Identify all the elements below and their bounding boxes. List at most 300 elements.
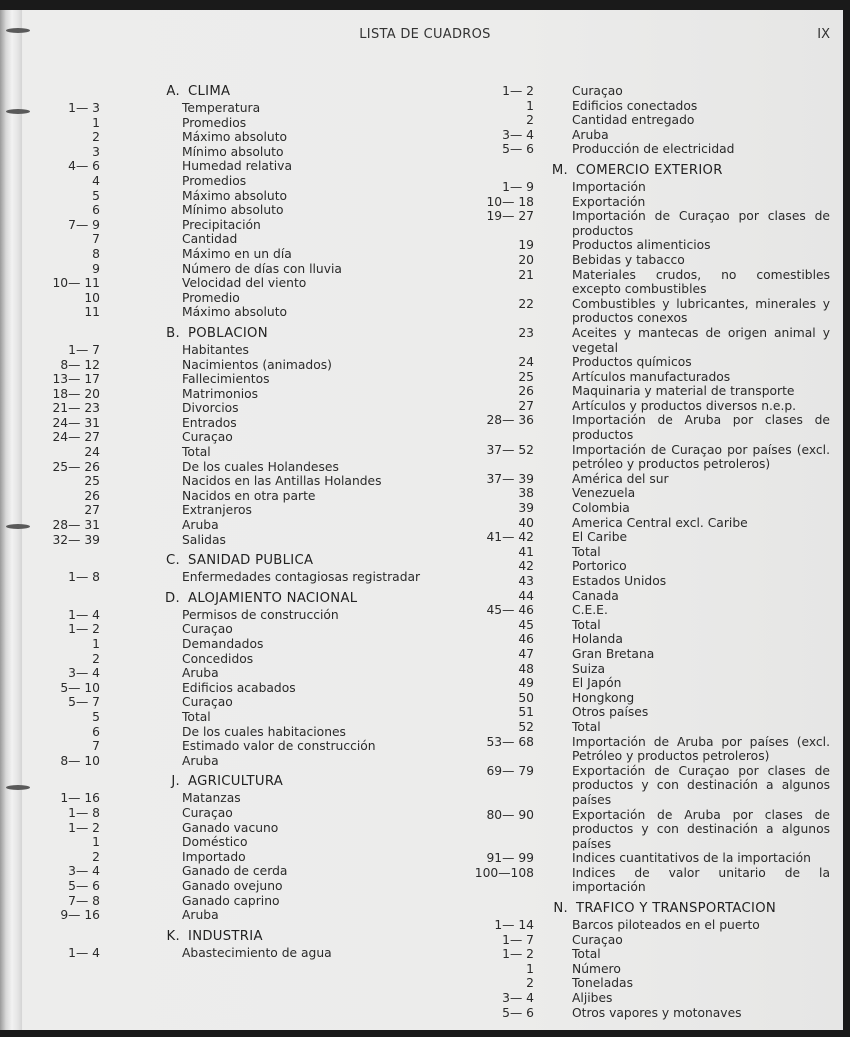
table-list-item	[40, 821, 440, 836]
table-label: América del sur	[572, 471, 669, 486]
table-list-item	[460, 632, 830, 647]
table-list-item	[40, 445, 440, 460]
table-label: Demandados	[182, 637, 264, 651]
table-list-item	[460, 918, 830, 933]
table-number-range: 1— 9	[502, 179, 534, 194]
table-number-range: 19— 27	[486, 209, 534, 224]
table-list-item	[40, 570, 440, 585]
table-label: Entrados	[182, 415, 237, 430]
table-label: Concedidos	[182, 651, 254, 666]
table-number-range: 1— 2	[68, 622, 100, 637]
table-label: Holanda	[572, 632, 623, 647]
section-heading	[40, 84, 440, 100]
table-number-range: 53— 68	[486, 734, 534, 749]
table-list-item	[40, 503, 440, 518]
table-label: Nacidos en las Antillas Holandes	[182, 474, 382, 489]
table-list-item	[460, 180, 830, 195]
section-title: SANIDAD PUBLICA	[188, 553, 314, 569]
table-label: Promedio	[182, 290, 240, 305]
table-number-range: 1— 2	[68, 820, 100, 835]
table-label: Producción de electricidad	[572, 142, 735, 157]
table-number-range: 1	[526, 961, 534, 976]
table-list-item	[460, 647, 830, 662]
table-label: Curaçao	[182, 805, 233, 820]
table-number-range: 37— 39	[486, 471, 534, 486]
table-label: Barcos piloteados en el puerto	[572, 918, 760, 933]
table-label: Canada	[572, 588, 619, 603]
table-label: Ganado caprino	[182, 893, 280, 908]
table-label: Maquinaria y material de transporte	[572, 384, 795, 399]
table-label: Divorcios	[182, 401, 239, 416]
table-list-item	[460, 947, 830, 962]
table-list-item	[40, 908, 440, 923]
table-label: Venezuela	[572, 486, 636, 501]
table-number-range: 1— 7	[68, 342, 100, 357]
table-number-range: 3— 4	[502, 127, 534, 142]
page-title: LISTA DE CUADROS	[359, 27, 491, 42]
table-list-item	[40, 101, 440, 116]
table-label: Humedad relativa	[182, 159, 292, 174]
table-list-item	[40, 159, 440, 174]
table-list-item	[40, 218, 440, 233]
table-label: Matrimonios	[182, 386, 259, 401]
table-list-item	[460, 976, 830, 991]
table-label: Máximo absoluto	[182, 305, 288, 320]
table-number-range: 40	[518, 515, 534, 530]
table-list-item	[460, 443, 830, 472]
table-number-range: 8— 10	[60, 753, 100, 768]
table-number-range: 1	[526, 98, 534, 113]
table-list-item	[40, 262, 440, 277]
table-label: Indices de valor unitario de la importación	[572, 865, 830, 895]
table-label: Máximo absoluto	[182, 130, 288, 145]
table-number-range: 19	[518, 238, 534, 253]
table-label: Aruba	[572, 127, 609, 142]
table-list-item	[40, 533, 440, 548]
table-number-range: 7— 9	[68, 217, 100, 232]
table-number-range: 1— 3	[68, 101, 100, 115]
table-list-item	[40, 460, 440, 475]
table-label: Extranjeros	[182, 503, 252, 518]
table-list-item	[460, 676, 830, 691]
table-label: Ganado de cerda	[182, 864, 288, 879]
table-label: Curaçao	[182, 622, 233, 637]
table-list-item	[460, 545, 830, 560]
table-number-range: 1	[92, 637, 100, 651]
table-label: Total	[572, 719, 601, 734]
table-label: El Caribe	[572, 530, 628, 545]
table-label: Mínimo absoluto	[182, 144, 284, 159]
table-label: Enfermedades contagiosas registradar	[182, 570, 421, 585]
left-column	[40, 84, 440, 960]
table-number-range: 37— 52	[486, 442, 534, 457]
table-label: Curaçao	[572, 84, 623, 98]
table-number-range: 7— 8	[68, 893, 100, 908]
table-number-range: 2	[92, 130, 100, 145]
table-number-range: 22	[518, 296, 534, 311]
table-label: Curaçao	[572, 932, 623, 947]
table-label: Velocidad del viento	[182, 276, 307, 291]
table-list-item	[460, 705, 830, 720]
table-list-item	[460, 268, 830, 297]
table-list-item	[40, 754, 440, 769]
section-heading	[40, 929, 440, 945]
table-list-item	[460, 355, 830, 370]
table-label: Nacimientos (animados)	[182, 357, 332, 372]
table-label: Número	[572, 961, 621, 976]
table-number-range: 42	[518, 559, 534, 574]
table-list-item	[460, 808, 830, 852]
table-list-item	[40, 291, 440, 306]
table-list-item	[460, 128, 830, 143]
table-list-item	[460, 530, 830, 545]
table-number-range: 27	[84, 503, 100, 518]
table-list-item	[40, 401, 440, 416]
table-number-range: 46	[518, 632, 534, 647]
table-label: Curaçao	[182, 430, 233, 445]
table-label: Estimado valor de construcción	[182, 739, 376, 754]
table-label: De los cuales Holandeses	[182, 459, 339, 474]
table-label: Doméstico	[182, 835, 248, 850]
table-number-range: 25	[84, 474, 100, 489]
table-list-item	[40, 637, 440, 652]
table-label: Aruba	[182, 666, 219, 681]
table-list-item	[460, 142, 830, 157]
table-number-range: 27	[518, 398, 534, 413]
table-list-item	[460, 253, 830, 268]
table-label: C.E.E.	[572, 603, 608, 618]
table-number-range: 32— 39	[52, 532, 100, 547]
table-number-range: 1— 8	[68, 805, 100, 820]
table-number-range: 10— 18	[486, 194, 534, 209]
table-label: Aruba	[182, 753, 219, 768]
table-list-item	[40, 946, 440, 961]
table-label: Exportación de Curaçao por clases de productos y con destinación a algunos países	[572, 763, 830, 807]
table-label: Máximo absoluto	[182, 188, 288, 203]
table-number-range: 5— 7	[68, 695, 100, 710]
table-number-range: 21	[518, 267, 534, 282]
table-list-item	[40, 791, 440, 806]
table-list-item	[40, 864, 440, 879]
table-list-item	[460, 99, 830, 114]
table-number-range: 43	[518, 574, 534, 588]
table-label: Artículos y productos diversos n.e.p.	[572, 398, 797, 413]
table-number-range: 9	[92, 261, 100, 276]
table-label: Exportación	[572, 194, 646, 209]
right-column	[460, 84, 830, 1020]
table-number-range: 8	[92, 246, 100, 261]
section-title: ALOJAMIENTO NACIONAL	[188, 590, 358, 606]
table-label: Estados Unidos	[572, 574, 667, 588]
table-list-item	[40, 189, 440, 204]
table-number-range: 6	[92, 724, 100, 739]
table-number-range: 21— 23	[52, 401, 100, 416]
table-number-range: 4— 6	[68, 159, 100, 174]
table-label: Fallecimientos	[182, 372, 270, 387]
table-label: Salidas	[182, 532, 226, 547]
table-label: America Central excl. Caribe	[572, 515, 748, 530]
table-label: Total	[572, 617, 601, 632]
table-label: Suiza	[572, 661, 606, 676]
table-number-range: 10	[84, 290, 100, 305]
table-label: Aljibes	[572, 991, 613, 1006]
table-list-item	[460, 84, 830, 99]
table-number-range: 24— 27	[52, 430, 100, 445]
table-number-range: 6	[92, 203, 100, 218]
table-label: Número de días con lluvia	[182, 261, 342, 276]
table-label: Artículos manufacturados	[572, 369, 731, 384]
table-label: Habitantes	[182, 342, 249, 357]
table-label: Otros vapores y motonaves	[572, 1005, 742, 1020]
table-number-range: 45	[518, 617, 534, 632]
table-list-item	[460, 209, 830, 238]
table-label: Hongkong	[572, 690, 635, 705]
table-label: Abastecimiento de agua	[182, 945, 332, 960]
table-number-range: 1— 7	[502, 932, 534, 947]
table-number-range: 44	[518, 588, 534, 603]
table-list-item	[40, 608, 440, 623]
table-label: Importación de Curaçao por clases de productos	[572, 209, 830, 238]
table-number-range: 11	[84, 305, 100, 320]
table-list-item	[40, 430, 440, 445]
table-number-range: 24— 31	[52, 415, 100, 430]
section-title: INDUSTRIA	[188, 928, 263, 944]
table-list-item	[40, 695, 440, 710]
table-list-item	[460, 238, 830, 253]
table-number-range: 24	[84, 445, 100, 460]
table-number-range: 1— 8	[68, 570, 100, 585]
table-list-item	[460, 326, 830, 355]
table-number-range: 25	[518, 369, 534, 384]
table-number-range: 24	[518, 355, 534, 370]
table-label: Importación de Curaçao por países (excl. petróleo y productos petroleros)	[572, 442, 830, 472]
table-number-range: 5	[92, 188, 100, 203]
page-number: IX	[817, 27, 830, 42]
table-list-item	[40, 489, 440, 504]
table-label: Edificios conectados	[572, 98, 698, 113]
table-list-item	[460, 691, 830, 706]
table-label: Total	[182, 445, 211, 460]
table-label: Aruba	[182, 908, 219, 923]
table-number-range: 2	[526, 976, 534, 991]
section-letter: C.	[166, 553, 180, 569]
section-heading	[460, 163, 830, 179]
table-label: Portorico	[572, 559, 627, 574]
table-number-range: 41	[518, 544, 534, 559]
table-number-range: 45— 46	[486, 603, 534, 618]
binding-spine	[0, 10, 22, 1030]
table-list-item	[40, 387, 440, 402]
table-label: El Japón	[572, 676, 622, 691]
table-number-range: 2	[92, 849, 100, 864]
table-list-item	[40, 203, 440, 218]
table-number-range: 1— 2	[502, 947, 534, 962]
binder-ring-icon	[6, 109, 30, 114]
table-list-item	[40, 305, 440, 320]
table-number-range: 47	[518, 646, 534, 661]
table-list-item	[40, 879, 440, 894]
table-label: Ganado ovejuno	[182, 878, 283, 893]
table-label: Cantidad entregado	[572, 113, 695, 128]
table-number-range: 26	[84, 488, 100, 503]
table-label: Precipitación	[182, 217, 261, 232]
table-list-item	[40, 518, 440, 533]
table-list-item	[40, 850, 440, 865]
table-number-range: 48	[518, 661, 534, 676]
table-list-item	[460, 662, 830, 677]
table-label: Curaçao	[182, 695, 233, 710]
table-number-range: 2	[526, 113, 534, 128]
table-number-range: 100—108	[474, 865, 534, 880]
table-label: Promedios	[182, 173, 247, 188]
table-label: Otros países	[572, 705, 649, 720]
table-label: Indices cuantitativos de la importación	[572, 851, 811, 866]
table-list-item	[40, 358, 440, 373]
table-list-item	[460, 370, 830, 385]
table-number-range: 80— 90	[486, 807, 534, 822]
table-list-item	[460, 195, 830, 210]
table-list-item	[460, 589, 830, 604]
binder-ring-icon	[6, 524, 30, 529]
table-number-range: 39	[518, 501, 534, 516]
section-title: TRAFICO Y TRANSPORTACION	[576, 901, 777, 917]
table-number-range: 3— 4	[68, 666, 100, 681]
table-number-range: 3	[92, 144, 100, 159]
table-number-range: 1— 4	[68, 945, 100, 960]
table-label: Aceites y mantecas de origen animal y vegetal	[572, 325, 830, 355]
table-list-item	[460, 933, 830, 948]
table-label: Toneladas	[572, 976, 634, 991]
table-list-item	[40, 372, 440, 387]
table-label: Materiales crudos, no comestibles excepto combustibles	[572, 267, 830, 297]
table-number-range: 1	[92, 115, 100, 130]
section-heading	[40, 591, 440, 607]
table-list-item	[40, 681, 440, 696]
table-number-range: 25— 26	[52, 459, 100, 474]
table-label: Exportación de Aruba por clases de productos y con destinación a algunos países	[572, 807, 830, 851]
table-list-item	[40, 145, 440, 160]
table-number-range: 1— 4	[68, 607, 100, 622]
table-number-range: 23	[518, 325, 534, 340]
table-list-item	[460, 486, 830, 501]
table-label: Combustibles y lubricantes, minerales y productos conexos	[572, 296, 830, 326]
table-number-range: 3— 4	[68, 864, 100, 879]
table-number-range: 20	[518, 252, 534, 267]
table-list-item	[460, 618, 830, 633]
table-number-range: 50	[518, 690, 534, 705]
table-number-range: 91— 99	[486, 851, 534, 866]
table-list-item	[40, 174, 440, 189]
table-number-range: 1— 2	[502, 84, 534, 98]
table-label: Máximo en un día	[182, 246, 292, 261]
table-label: Importado	[182, 849, 246, 864]
table-label: Colombia	[572, 501, 630, 516]
section-heading	[40, 774, 440, 790]
table-number-range: 1— 14	[494, 918, 534, 933]
section-title: COMERCIO EXTERIOR	[576, 162, 723, 178]
table-list-item	[460, 516, 830, 531]
binder-ring-icon	[6, 785, 30, 790]
section-letter: N.	[553, 901, 568, 917]
table-list-item	[40, 474, 440, 489]
table-label: Mínimo absoluto	[182, 203, 284, 218]
table-list-item	[40, 276, 440, 291]
table-number-range: 41— 42	[486, 530, 534, 545]
table-list-item	[460, 384, 830, 399]
table-label: Cantidad	[182, 232, 238, 247]
section-title: CLIMA	[188, 84, 231, 99]
table-number-range: 51	[518, 705, 534, 720]
table-list-item	[460, 574, 830, 589]
table-label: Productos químicos	[572, 355, 692, 370]
table-list-item	[460, 1006, 830, 1021]
table-number-range: 13— 17	[52, 372, 100, 387]
table-number-range: 5— 6	[502, 1005, 534, 1020]
table-list-item	[40, 130, 440, 145]
table-list-item	[460, 603, 830, 618]
table-list-item	[40, 739, 440, 754]
table-list-item	[40, 247, 440, 262]
table-label: Permisos de construcción	[182, 607, 339, 622]
section-title: AGRICULTURA	[188, 774, 284, 790]
table-list-item	[460, 962, 830, 977]
table-label: De los cuales habitaciones	[182, 724, 346, 739]
section-heading	[40, 553, 440, 569]
table-list-item	[40, 652, 440, 667]
table-label: Aruba	[182, 518, 219, 533]
table-number-range: 28— 36	[486, 413, 534, 428]
table-label: Importación de Aruba por países (excl. Petróleo y productos petroleros)	[572, 734, 830, 764]
table-list-item	[460, 472, 830, 487]
table-list-item	[40, 894, 440, 909]
table-list-item	[40, 710, 440, 725]
table-list-item	[460, 764, 830, 808]
table-number-range: 5	[92, 709, 100, 724]
section-letter: A.	[166, 84, 180, 99]
table-list-item	[40, 666, 440, 681]
table-label: Ganado vacuno	[182, 820, 279, 835]
table-list-item	[40, 232, 440, 247]
table-list-item	[460, 866, 830, 895]
section-letter: K.	[166, 928, 180, 944]
table-label: Importación de Aruba por clases de productos	[572, 413, 830, 443]
table-list-item	[40, 835, 440, 850]
table-number-range: 7	[92, 739, 100, 754]
table-number-range: 5— 6	[68, 878, 100, 893]
table-number-range: 1— 16	[60, 791, 100, 806]
section-letter: B.	[166, 325, 180, 341]
table-list-item	[460, 720, 830, 735]
table-list-item	[40, 622, 440, 637]
table-label: Temperatura	[182, 101, 261, 115]
table-number-range: 49	[518, 676, 534, 691]
table-list-item	[40, 416, 440, 431]
table-list-item	[40, 806, 440, 821]
table-list-item	[460, 399, 830, 414]
table-number-range: 9— 16	[60, 908, 100, 923]
table-number-range: 5— 10	[60, 680, 100, 695]
table-number-range: 52	[518, 719, 534, 734]
table-list-item	[460, 413, 830, 442]
table-number-range: 18— 20	[52, 386, 100, 401]
table-label: Total	[572, 544, 601, 559]
table-number-range: 26	[518, 384, 534, 399]
table-number-range: 28— 31	[52, 518, 100, 533]
table-list-item	[460, 851, 830, 866]
table-list-item	[460, 735, 830, 764]
table-label: Edificios acabados	[182, 680, 296, 695]
table-number-range: 10— 11	[52, 276, 100, 291]
